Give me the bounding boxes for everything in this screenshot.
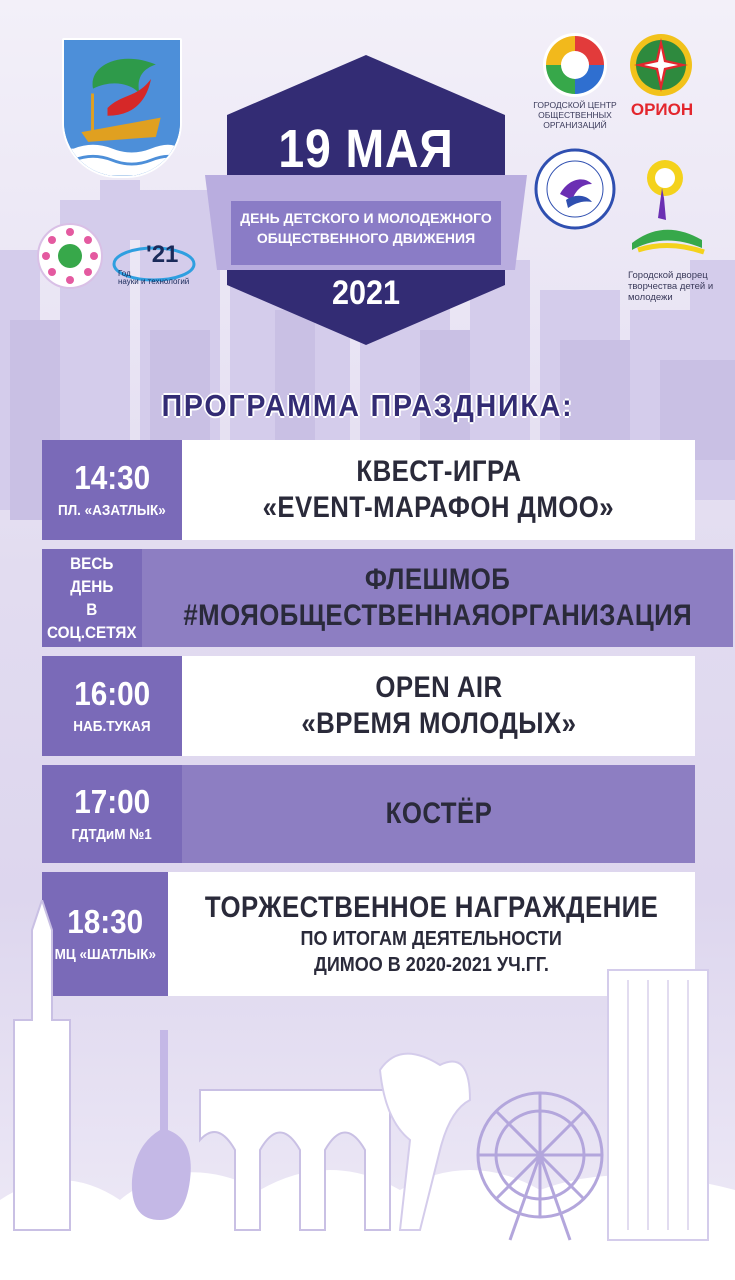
schedule-event-subtitle: ПО ИТОГАМ ДЕЯТЕЛЬНОСТИ: [300, 928, 563, 950]
schedule-event-cell: [182, 656, 695, 756]
schedule-place: НАБ.ТУКАЯ: [73, 718, 151, 735]
schedule-event-title: КОСТЁР: [385, 797, 492, 830]
schedule-place: МЦ «ШАТЛЫК»: [54, 946, 156, 963]
schedule-row: [42, 656, 695, 756]
schedule-row: [42, 440, 695, 540]
schedule-time-cell: [42, 440, 182, 540]
svg-text:науки и технологий: науки и технологий: [118, 277, 190, 286]
svg-text:Год: Год: [118, 269, 131, 278]
schedule-event-subtitle: «ВРЕМЯ МОЛОДЫХ»: [300, 707, 576, 740]
event-name-line2: ОБЩЕСТВЕННОГО ДВИЖЕНИЯ: [256, 230, 476, 246]
schedule-row: [42, 549, 695, 647]
schedule-time-cell: [42, 549, 142, 647]
schedule-event-title: КВЕСТ-ИГРА: [356, 455, 521, 488]
schedule-place: В СОЦ.СЕТЯХ: [46, 600, 137, 642]
event-year: 2021: [331, 274, 401, 312]
event-name: [230, 208, 502, 248]
schedule-place: ПЛ. «АЗАТЛЫК»: [58, 502, 166, 519]
schedule-event-cell: [182, 440, 695, 540]
orion-caption: ОРИОН: [630, 100, 694, 119]
program-heading: ПРОГРАММА ПРАЗДНИКА:: [161, 388, 574, 423]
schedule-time-cell: [42, 656, 182, 756]
schedule-event-subtitle: #МОЯОБЩЕСТВЕННАЯОРГАНИЗАЦИЯ: [182, 599, 692, 632]
schedule-event-title: ТОРЖЕСТВЕННОЕ НАГРАЖДЕНИЕ: [204, 891, 659, 924]
schedule-time: ВЕСЬ ДЕНЬ: [70, 554, 114, 596]
event-name-line1: ДЕНЬ ДЕТСКОГО И МОЛОДЕЖНОГО: [240, 210, 492, 226]
schedule-time: 17:00: [74, 783, 150, 820]
city-landmarks-illustration: [0, 900, 735, 1280]
city-center-caption: ГОРОДСКОЙ ЦЕНТР ОБЩЕСТВЕННЫХ ОРГАНИЗАЦИЙ: [533, 100, 617, 130]
schedule-time: 14:30: [74, 459, 150, 496]
schedule-event-title: OPEN AIR: [374, 671, 503, 704]
schedule-event-title: ФЛЕШМОБ: [364, 563, 510, 596]
schedule-row: [42, 765, 695, 863]
schedule-time: 18:30: [66, 903, 143, 940]
we-create-joy-logo: [624, 148, 706, 258]
schedule-event-cell: [142, 549, 733, 647]
schedule-time-cell: [42, 765, 182, 863]
orion-logo: [628, 32, 694, 98]
schedule-event-cell: [182, 765, 695, 863]
schedule-event-subtitle-2: ДИМОО В 2020-2021 УЧ.ГГ.: [313, 954, 549, 976]
schedule-time: 16:00: [74, 675, 150, 712]
science-year-number: '21: [146, 241, 179, 268]
jubilee-badge: [36, 222, 104, 290]
schedule-place: ГДТДиМ №1: [71, 826, 153, 843]
city-center-logo: [540, 30, 610, 100]
city-coat-of-arms: [62, 38, 182, 178]
youth-creativity-house-logo: [534, 148, 616, 230]
science-year-badge: [108, 232, 200, 292]
palace-of-creativity-caption: Городской дворец творчества детей и молодежи: [628, 270, 714, 303]
event-date: 19 МАЯ: [278, 119, 454, 179]
schedule-event-subtitle: «EVENT-МАРАФОН ДМОО»: [262, 491, 615, 524]
